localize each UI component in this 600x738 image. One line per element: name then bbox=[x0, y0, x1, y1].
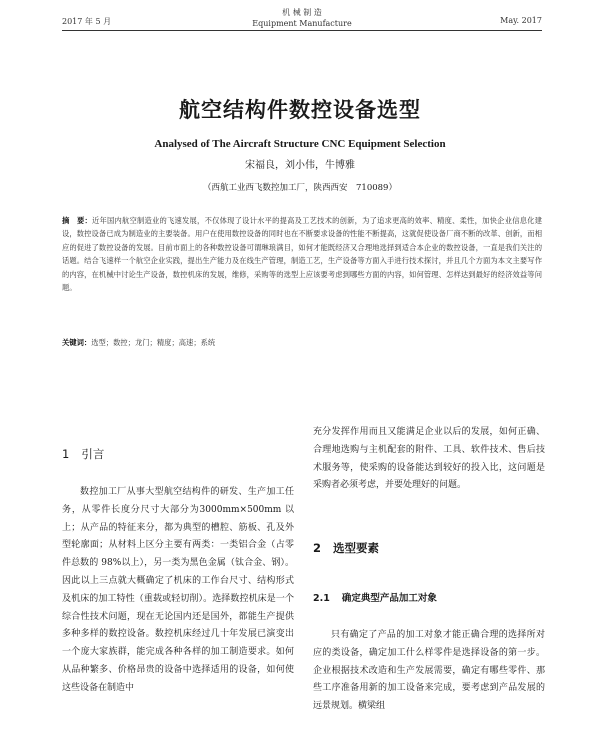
article-title: 航空结构件数控设备选型 bbox=[179, 98, 421, 122]
subsection-2-1-title: 确定典型产品加工对象 bbox=[341, 593, 437, 604]
section-1-paragraph: 数控加工厂从事大型航空结构件的研发、生产加工任务，从零件长度分尺寸大部分为3000mm×500mm 以上；从产品的特征来分，都为典型的槽腔、筋板、孔及外型轮廓面；从材料上区分主要有两类：一类铝合金（占零件总数的 98%以上），另一类为黑色金属（钛合金、钢）。因此以上三点就大概确定了机床的工作台尺寸、结构形式及机床的加工特性（重载或轻切削）。选择数控机床是一个综合性技术问题，现在无论国内还是国外，都能生产提供多种多样的数控设备。数控机床经过几十年发展已演变出一个庞大家族群，能完成各种各样的加工制造要求。如何从品种繁多、价格昂贵的设备中选择适用的设备，如何使这些设备在制造中 bbox=[62, 487, 294, 693]
right-column-paragraph-1: 充分发挥作用而且又能满足企业以后的发展，如何正确、合理地选购与主机配套的附件、工具、软件技术、售后技术服务等，使采购的设备能达到较好的投入比，这问题是采购者必须考虑，并要处理好的问题。 bbox=[313, 427, 545, 491]
header-journal-en: Equipment Manufacture bbox=[252, 19, 352, 28]
subsection-2-1-heading bbox=[313, 590, 437, 604]
section-1-heading bbox=[62, 446, 104, 462]
abstract-label: 摘 要： bbox=[62, 216, 93, 225]
keywords-text: 选型；数控；龙门；精度；高速；系统 bbox=[91, 338, 216, 347]
keywords-label: 关键词： bbox=[62, 338, 92, 347]
header-journal-cn: 机 械 制 造 bbox=[282, 8, 322, 17]
header-date-en: May. 2017 bbox=[500, 16, 542, 25]
article-affiliation: （西航工业西飞数控加工厂，陕西西安 710089） bbox=[203, 183, 397, 193]
article-authors: 宋福良，刘小伟，牛博雅 bbox=[245, 160, 355, 171]
section-2-title: 选型要素 bbox=[333, 541, 380, 555]
header-date: 2017 年 5 月 bbox=[62, 17, 112, 26]
header-journal bbox=[62, 7, 542, 29]
section-2-number: 2 bbox=[313, 541, 322, 555]
section-1-number: 1 bbox=[62, 447, 70, 461]
subsection-2-1-number: 2.1 bbox=[313, 593, 330, 604]
running-header bbox=[62, 6, 542, 31]
right-column-paragraph-2: 只有确定了产品的加工对象才能正确合理的选择所对应的类设备，确定加工什么样零件是选择设备的第一步。企业根据技术改造和生产发展需要，确定有哪些零件、那些工序准备用新的加工设备来完成，要考虑到产品发展的远景规划。横梁组 bbox=[313, 630, 545, 712]
article-title-en: Analysed of The Aircraft Structure CNC Equipment Selection bbox=[154, 138, 446, 150]
abstract bbox=[62, 214, 542, 294]
section-1-title: 引言 bbox=[81, 447, 105, 461]
section-2-heading bbox=[313, 540, 379, 556]
keywords bbox=[62, 338, 542, 348]
abstract-text: 近年国内航空制造业的飞速发展，不仅体现了设计水平的提高及工艺技术的创新，为了追求更高的效率、精度、柔性，加快企业信息化建设，数控设备已成为制造业的主要装备。用户在使用数控设备的同时也在不断要求设备的性能不断提高，这就促使设备厂商不断的改革、创新，而相应的促进了数控设备的发展。目前市面上的各种数控设备可谓琳琅满目，如何才能既经济又合理地选择到适合本企业的数控设备，一直是我们关注的话题。结合飞速样一个航空企业实践，提出生产能力及在线生产管理，制造工艺，生产设备等方面入手进行技术探讨，并且几个方面为本文主要写作的内容，在机械中讨论生产设备，数控机床的发展，维修，采购等的选型上应该要考虑到哪些方面的内容，如何管理、怎样达到最好的经济效益等问题。 bbox=[62, 216, 542, 293]
